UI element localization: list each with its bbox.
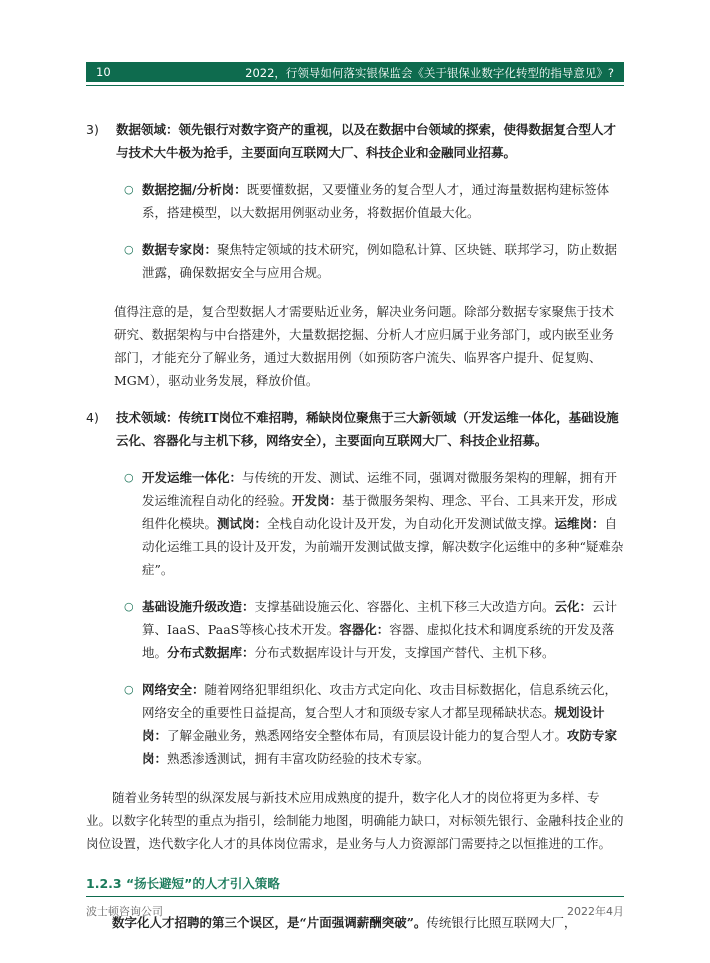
bullet-icon: ○ [124, 683, 134, 696]
paragraph-summary: 随着业务转型的纵深发展与新技术应用成熟度的提升，数字化人才的岗位将更为多样、专业。以数字化转型的重点为指引，绘制能力地图，明确能力缺口，对标领先银行、金融科技企业的岗位设置，迭代数字化人才的具体岗位需求，是业务与人力资源部门需要持之以恒推进的工作。 [86, 790, 624, 851]
paragraph-text: 传统银行比照互联网大厂， [426, 915, 577, 930]
sub-item-text: 了解金融业务，熟悉网络安全整体布局，有顶层设计能力的复合型人才。 [167, 728, 568, 743]
sub-item-data-expert [86, 238, 624, 284]
sub-item-label: 分布式数据库： [167, 645, 255, 660]
footer-date: 2022年4月 [567, 905, 624, 918]
bullet-icon: ○ [124, 600, 134, 613]
sub-item-text: 容器、虚拟化技术和调度系统的开发及落地。 [142, 622, 615, 660]
sub-item-label: 运维岗： [554, 516, 605, 531]
sub-item-label: 数据专家岗： [142, 242, 218, 257]
sub-item-infrastructure [86, 595, 624, 664]
footer-company: 波士顿咨询公司 [86, 905, 163, 918]
sub-item-label: 测试岗： [217, 516, 268, 531]
sub-item-devops [86, 466, 624, 581]
sub-item-label: 开发岗： [292, 493, 343, 508]
sub-item-text: 熟悉渗透测试，拥有丰富攻防经验的技术专家。 [167, 751, 430, 766]
sub-item-label: 攻防专家岗： [142, 728, 618, 766]
page-number: 10 [96, 65, 111, 79]
sub-item-text: 支撑基础设施云化、容器化、主机下移三大改造方向。 [254, 599, 555, 614]
sub-item-label: 容器化： [339, 622, 390, 637]
bullet-icon: ○ [124, 243, 134, 256]
page-header [86, 62, 624, 82]
sub-item-text: 聚焦特定领域的技术研究，例如隐私计算、区块链、联邦学习，防止数据泄露，确保数据安全与应用合规。 [142, 242, 618, 280]
sub-item-text: 分布式数据库设计与开发，支撑国产替代、主机下移。 [254, 645, 555, 660]
sub-item-text: 自动化运维工具的设计及开发，为前端开发测试做支撑，解决数字化运维中的多种“疑难杂症”。 [142, 516, 624, 577]
sub-item-text: 既要懂数据，又要懂业务的复合型人才，通过海量数据构建标签体系，搭建模型，以大数据用例驱动业务，将数据价值最大化。 [142, 182, 610, 220]
bullet-icon: ○ [124, 471, 134, 484]
header-title: 2022，行领导如何落实银保监会《关于银保业数字化转型的指导意见》? [245, 66, 614, 80]
main-content [86, 118, 624, 934]
item-text: 技术领域：传统IT岗位不难招聘，稀缺岗位聚焦于三大新领域（开发运维一体化，基础设施云化、容器化与主机下移，网络安全），主要面向互联网大厂、科技企业招募。 [116, 410, 619, 448]
list-item-data-domain [86, 118, 624, 164]
sub-item-label: 开发运维一体化： [142, 470, 243, 485]
sub-item-text: 基于微服务架构、理念、平台、工具来开发，形成组件化模块。 [142, 493, 618, 531]
sub-item-text: 云计算、IaaS、PaaS等核心技术开发。 [142, 599, 618, 637]
sub-item-network-security [86, 678, 624, 770]
bullet-icon: ○ [124, 183, 134, 196]
list-item-tech-domain [86, 406, 624, 452]
paragraph-strategy [86, 911, 624, 934]
item-number: 4) [86, 410, 99, 425]
sub-item-label: 云化： [554, 599, 593, 614]
sub-item-label: 规划设计岗： [142, 705, 605, 743]
item-text: 数据领域：领先银行对数字资产的重视，以及在数据中台领域的探索，使得数据复合型人才与技术大牛极为抢手，主要面向互联网大厂、科技企业和金融同业招募。 [116, 122, 617, 160]
paragraph-lead: 数字化人才招聘的第三个误区，是“片面强调薪酬突破”。 [112, 915, 427, 930]
footer-divider [86, 896, 624, 897]
sub-item-text: 随着网络犯罪组织化、攻击方式定向化、攻击目标数据化，信息系统云化，网络安全的重要性日益提高，复合型人才和顶级专家人才都呈现稀缺状态。 [142, 682, 618, 720]
sub-item-data-mining [86, 178, 624, 224]
sub-item-text: 全栈自动化设计及开发，为自动化开发测试做支撑。 [267, 516, 555, 531]
section-heading: 1.2.3 “扬长避短”的人才引入策略 [86, 876, 280, 891]
item-number: 3) [86, 122, 99, 137]
sub-item-label: 数据挖掘/分析岗： [142, 182, 247, 197]
sub-item-label: 网络安全： [142, 682, 205, 697]
sub-item-text: 与传统的开发、测试、运维不同，强调对微服务架构的理解，拥有开发运维流程自动化的经验。 [142, 470, 618, 508]
sub-item-label: 基础设施升级改造： [142, 599, 255, 614]
header-divider [86, 85, 624, 86]
paragraph-note: 值得注意的是，复合型数据人才需要贴近业务，解决业务问题。除部分数据专家聚焦于技术研究、数据架构与中台搭建外，大量数据挖掘、分析人才应归属于业务部门，或内嵌至业务部门，才能充分了解业务，通过大数据用例（如预防客户流失、临界客户提升、促复购、MGM），驱动业务发展，释放价值。 [114, 304, 615, 388]
